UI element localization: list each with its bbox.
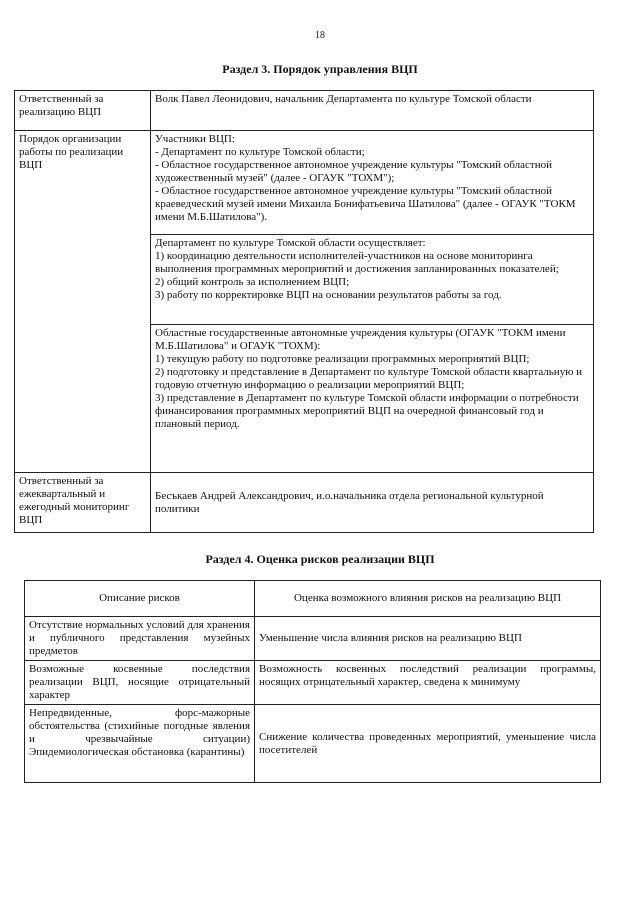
risk-table <box>24 580 601 783</box>
risk-impact: Возможность косвенных последствий реализации программы, носящих отрицательный характер, сведена к минимуму <box>255 661 601 705</box>
header-risk-impact: Оценка возможного влияния рисков на реализацию ВЦП <box>255 581 601 617</box>
page-number: 18 <box>315 30 325 41</box>
text-line: 1) координацию деятельности исполнителей-участников на основе мониторинга выполнения программных мероприятий и достижения запланированных показателей; <box>155 250 559 275</box>
table-row <box>15 91 594 131</box>
text-line: 2) подготовку и представление в Департамент по культуре Томской области квартальную и годовую отчетную информацию о реализации мероприятий ВЦП; <box>155 366 583 391</box>
text-line: Областные государственные автономные учреждения культуры (ОГАУК "ТОКМ имени М.Б.Шатилова" и ОГАУК "ТОХМ): <box>155 327 566 352</box>
text-line: 1) текущую работу по подготовке реализации программных мероприятий ВЦП; <box>155 353 530 365</box>
text-line: 3) работу по корректировке ВЦП на основании результатов работы за год. <box>155 289 502 301</box>
section4-title: Раздел 4. Оценка рисков реализации ВЦП <box>205 552 435 566</box>
row-content <box>151 473 594 533</box>
table-row <box>25 617 601 661</box>
table-row <box>25 705 601 783</box>
risk-impact: Уменьшение числа влияния рисков на реализацию ВЦП <box>255 617 601 661</box>
table-row <box>15 473 594 533</box>
text-line: 2) общий контроль за исполнением ВЦП; <box>155 276 350 288</box>
section3-title: Раздел 3. Порядок управления ВЦП <box>222 62 418 76</box>
row-label: Ответственный за ежеквартальный и ежегодный мониторинг ВЦП <box>15 473 151 533</box>
risk-description: Возможные косвенные последствия реализации ВЦП, носящие отрицательный характер <box>25 661 255 705</box>
text-line: - Областное государственное автономное учреждение культуры "Томский областной краеведческий музей имени Михаила Бонифатьевича Шатилова" (далее - ОГАУК "ТОКМ имени М.Б.Шатилова"). <box>155 185 576 223</box>
text-line: Волк Павел Леонидович, начальник Департамента по культуре Томской области <box>155 93 532 105</box>
management-table <box>14 90 594 533</box>
header-risk-description: Описание рисков <box>25 581 255 617</box>
table-header-row <box>25 581 601 617</box>
text-line: 3) представление в Департамент по культуре Томской области информации о потребности финансирования программных мероприятий ВЦП на очередной финансовый год и плановый период. <box>155 392 579 430</box>
text-line: - Областное государственное автономное учреждение культуры "Томский областной художественный музей" (далее - ОГАУК "ТОХМ"); <box>155 159 552 184</box>
text-line: Бесъкаев Андрей Александрович, и.о.начальника отдела региональной культурной политики <box>155 489 544 515</box>
row-content <box>151 131 594 235</box>
risk-description: Непредвиденные, форс-мажорные обстоятельства (стихийные погодные явления и чрезвычайные ситуации) Эпидемиологическая обстановка (карантины) <box>25 705 255 783</box>
text-line: Департамент по культуре Томской области осуществляет: <box>155 237 426 249</box>
text-line: Участники ВЦП: <box>155 133 235 145</box>
risk-impact: Снижение количества проведенных мероприятий, уменьшение числа посетителей <box>255 705 601 783</box>
text-line: - Департамент по культуре Томской области; <box>155 146 365 158</box>
table-row <box>15 131 594 235</box>
row-content <box>151 235 594 325</box>
row-content <box>151 91 594 131</box>
table-row <box>25 661 601 705</box>
row-content <box>151 325 594 473</box>
row-label: Порядок организации работы по реализации ВЦП <box>15 131 151 473</box>
risk-description: Отсутствие нормальных условий для хранения и публичного представления музейных предметов <box>25 617 255 661</box>
row-label: Ответственный за реализацию ВЦП <box>15 91 151 131</box>
